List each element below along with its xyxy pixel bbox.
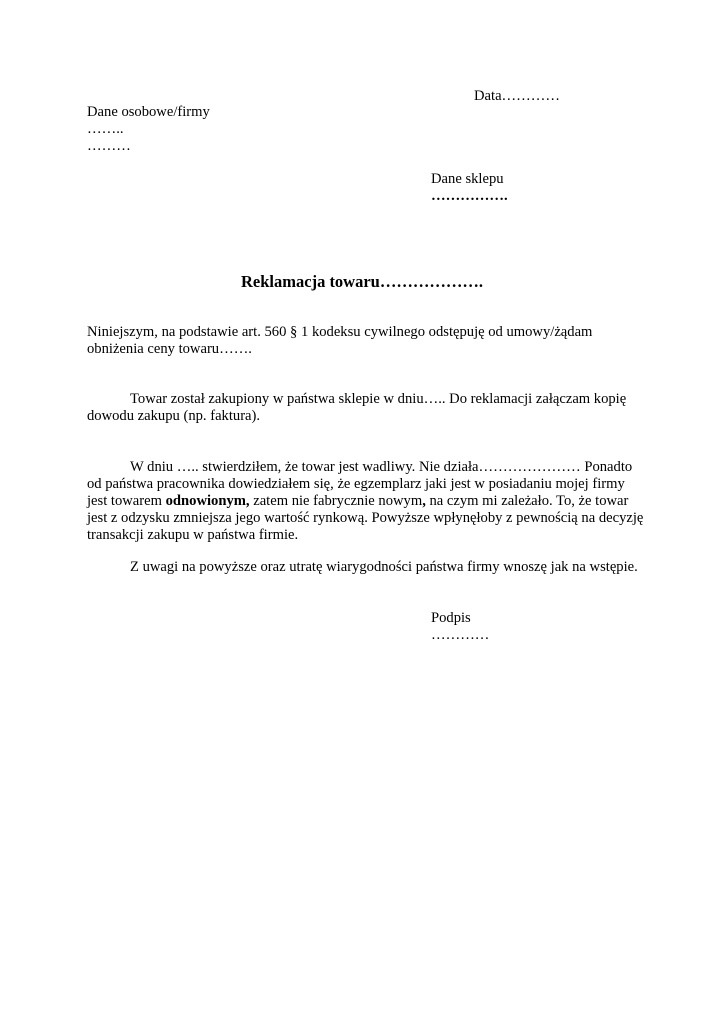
sender-block <box>87 104 210 155</box>
signature-label: Podpis <box>431 610 471 626</box>
paragraph-defect-text-3: na czym mi zależało. To, że towar jest z odzysku zmniejsza jego wartość rynkową. Powyższe wpłynęłoby z pewnością na decyzję transakcji zakupu w państwa firmie. <box>87 493 644 543</box>
sender-line-1: …….. <box>87 121 124 137</box>
signature-block <box>431 610 489 644</box>
paragraph-purchase: Towar został zakupiony w państwa sklepie w dniu….. Do reklamacji załączam kopię dowodu zakupu (np. faktura). <box>87 391 627 424</box>
date-field: Data………… <box>474 88 560 104</box>
shop-block <box>431 171 508 205</box>
paragraph-defect-text-1: W dniu ….. stwierdziłem, że towar jest wadliwy. Nie działa………………… Ponadto od państwa pracownika dowiedziałem się, że egzemplarz jaki jest w posiadaniu mojej firmy jest towarem <box>87 459 633 509</box>
shop-value: ……………. <box>431 188 508 204</box>
signature-line: ………… <box>431 627 490 643</box>
paragraph-defect-bold-comma: , <box>422 493 426 509</box>
paragraph-conclusion: Z uwagi na powyższe oraz utratę wiarygodności państwa firmy wnoszę jak na wstępie. <box>130 559 638 575</box>
sender-line-2: ……… <box>87 138 131 154</box>
paragraph-intro: Niniejszym, na podstawie art. 560 § 1 kodeksu cywilnego odstępuję od umowy/żądam obniżenia ceny towaru……. <box>87 324 593 357</box>
shop-title: Dane sklepu <box>431 171 504 187</box>
sender-title: Dane osobowe/firmy <box>87 104 210 120</box>
paragraph-defect-bold-refurbished: odnowionym, <box>165 493 250 509</box>
document-title: Reklamacja towaru………………. <box>241 272 483 291</box>
paragraph-defect-text-2: zatem nie fabrycznie nowym <box>249 493 423 509</box>
paragraph-defect <box>87 459 647 544</box>
